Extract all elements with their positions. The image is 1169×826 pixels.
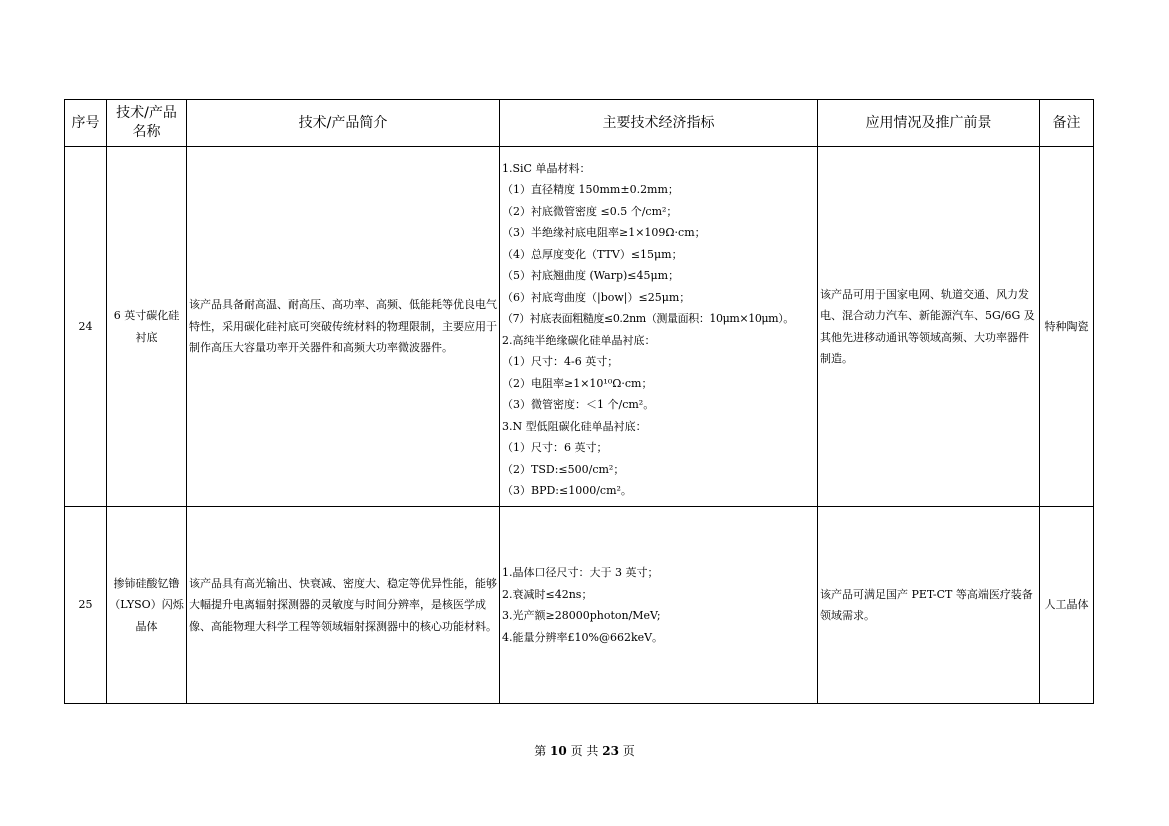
indicator-line: 1.SiC 单晶材料： <box>502 161 591 175</box>
table-row <box>65 507 1094 704</box>
indicator-line: 3.光产额≥28000photon/MeV; <box>502 609 661 622</box>
header-name-text: 技术/产品 名称 <box>116 105 177 140</box>
header-remark: 备注 <box>1040 100 1094 147</box>
indicator-line: （7）衬底表面粗糙度≤0.2nm（测量面积：10μm×10μm）。 <box>502 312 794 325</box>
indicator-line: 1.晶体口径尺寸：大于 3 英寸； <box>502 566 659 579</box>
footer-middle: 页 共 <box>570 744 599 758</box>
indicator-line: （1）尺寸：6 英寸； <box>502 441 608 454</box>
indicator-list <box>502 152 815 502</box>
cell-indicators <box>500 147 818 507</box>
footer-prefix: 第 <box>534 744 547 758</box>
header-name <box>107 100 187 147</box>
cell-name: 6 英寸碳化硅衬底 <box>107 147 187 507</box>
cell-intro: 该产品具备耐高温、耐高压、高功率、高频、低能耗等优良电气特性，采用碳化硅衬底可突破传统材料的物理限制，主要应用于制作高压大容量功率开关器件和高频大功率微波器件。 <box>187 147 500 507</box>
indicator-line: 4.能量分辨率£10%@662keV。 <box>502 630 664 644</box>
indicator-line: （4）总厚度变化（TTV）≤15μm； <box>502 247 683 261</box>
table-header-row <box>65 100 1094 147</box>
header-seq: 序号 <box>65 100 107 147</box>
indicator-line: （1）直径精度 150mm±0.2mm； <box>502 183 679 196</box>
footer-page-number: 10 <box>550 744 567 758</box>
table-row <box>65 147 1094 507</box>
indicator-line: （2）TSD:≤500/cm²； <box>502 462 625 476</box>
indicator-line: （2）电阻率≥1×10¹⁰Ω·cm； <box>502 376 653 390</box>
cell-seq: 24 <box>65 147 107 507</box>
indicator-list <box>502 562 815 648</box>
footer-total-pages: 23 <box>602 744 619 758</box>
page-footer <box>0 742 1169 760</box>
cell-seq: 25 <box>65 507 107 704</box>
cell-remark: 人工晶体 <box>1040 507 1094 704</box>
product-table <box>64 99 1094 704</box>
cell-application: 该产品可满足国产 PET-CT 等高端医疗装备领域需求。 <box>818 507 1040 704</box>
cell-remark: 特种陶瓷 <box>1040 147 1094 507</box>
cell-intro: 该产品具有高光输出、快衰减、密度大、稳定等优异性能，能够大幅提升电离辐射探测器的灵敏度与时间分辨率，是核医学成像、高能物理大科学工程等领域辐射探测器中的核心功能材料。 <box>187 507 500 704</box>
indicator-line: 3.N 型低阻碳化硅单晶衬底： <box>502 419 647 433</box>
indicator-line: （3）微管密度：＜1 个/cm²。 <box>502 398 655 411</box>
indicator-line: （1）尺寸：4-6 英寸； <box>502 355 619 368</box>
cell-application: 该产品可用于国家电网、轨道交通、风力发电、混合动力汽车、新能源汽车、5G/6G 及其他先进移动通讯等领域高频、大功率器件制造。 <box>818 147 1040 507</box>
cell-indicators <box>500 507 818 704</box>
indicator-line: （2）衬底微管密度 ≤0.5 个/cm²； <box>502 204 678 218</box>
cell-name: 掺铈硅酸钇镥（LYSO）闪烁晶体 <box>107 507 187 704</box>
footer-suffix: 页 <box>622 744 635 758</box>
indicator-line: （3）BPD:≤1000/cm²。 <box>502 484 632 497</box>
indicator-line: （6）衬底弯曲度（|bow|）≤25μm； <box>502 290 691 304</box>
header-intro: 技术/产品简介 <box>187 100 500 147</box>
indicator-line: 2.高纯半绝缘碳化硅单晶衬底： <box>502 333 656 347</box>
header-indicators: 主要技术经济指标 <box>500 100 818 147</box>
header-application: 应用情况及推广前景 <box>818 100 1040 147</box>
indicator-line: 2.衰减时≤42ns； <box>502 587 593 601</box>
indicator-line: （5）衬底翘曲度 (Warp)≤45μm； <box>502 269 680 282</box>
indicator-line: （3）半绝缘衬底电阻率≥1×109Ω·cm； <box>502 226 706 239</box>
